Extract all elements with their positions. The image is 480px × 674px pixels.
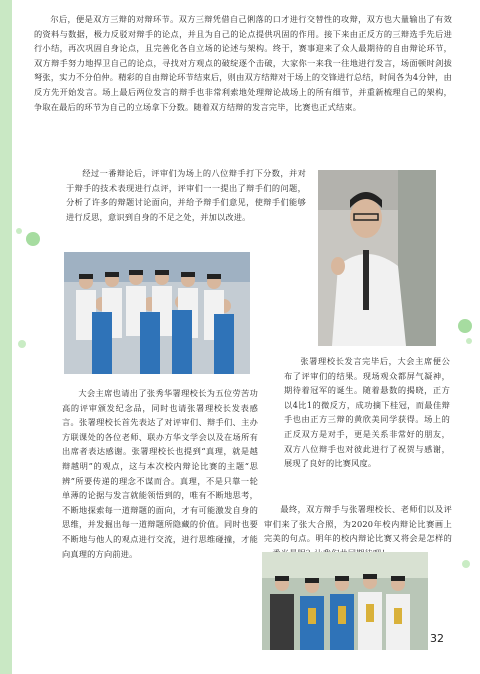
- group-photo: [64, 252, 250, 374]
- decorative-dot: [458, 319, 472, 333]
- decorative-dot: [26, 232, 40, 246]
- page-number: 32: [430, 632, 444, 645]
- paragraph-results-announcement: 张署理校长发言完毕后，大会主席便公布了评审们的结果。现场观众都屏气凝神，期待着冠军的诞生。随着悬数的揭晓，正方以4比1的微反方，成功摘下桂冠，而最佳辩手也由正方三辩的黄欣美同学获得。场上的正反双方是对手，更是关系非常好的朋友，双方八位辩手也对彼此进行了祝贺与感谢，展现了良好的比赛风度。: [284, 356, 450, 469]
- decorative-dot: [466, 338, 472, 344]
- decorative-dot: [16, 228, 22, 234]
- speaker-photo: [318, 170, 436, 346]
- decorative-dot: [462, 560, 470, 568]
- trophy-winners-photo: [262, 552, 428, 650]
- paragraph-judges-review: 经过一番辩论后，评审们为场上的八位辩手打下分数，并对于辩手的技术表现进行点评，评审们一一提出了辩手们的问题，分析了许多的辩题讨论面向，并给予辩手们意见，使辩手们能够进行反思，意识到自身的不足之处，并加以改进。: [66, 168, 306, 222]
- paragraph-principal-speech: 大会主席也请出了张秀华署理校长为五位劳苦功高的评审颁发纪念品，同时也请张署理校长发表感言。张署理校长首先表达了对评审们、辩手们、主办方联课处的各位老师、联办方华文学会以及在场所有出席者表达感谢。张署理校长也提到“真理，就是越辩越明”的观点，这与本次校内辩论比赛的主题“思辨”所要传递的理念不谋而合。真理，不是只靠一轮单薄的论据与发言就能领悟到的，唯有不断地思考，不断地探索每一道辩题的面向，才有可能激发自身的思维，并发掘出每一道辩题所隐藏的价值。同时也要不断地与他人的观点进行交流，进行思维碰撞，才能向真理的方向前进。: [62, 388, 258, 559]
- decorative-dot: [18, 340, 26, 348]
- paragraph-closing-group-photo: 最终，双方辩手与张署理校长、老师们以及评审们来了张大合照，为2020年校内辩论比赛画上完美的句点。明年的校内辩论比赛又将会是怎样的: [264, 504, 452, 544]
- decorative-side-stripe: [0, 0, 12, 674]
- paragraph-debate-rounds: 尔后，便是双方三辩的对辩环节。双方三辩凭借自己俐落的口才进行交替性的攻辩，双方也大量输出了有效的资料与数据，极力反驳对辩手的论点，并且为自己的论点提供巩固的作用。接下来由正反方的三辩选手先后进行小结，再次巩固自身论点，且完善化各自立场的论述与架构。终于，赛事迎来了众人最期待的自由辩论环节，双方辩手努力地捍卫自己的论点，寻找对方观点的破绽逐个击破，大家你一来我一往地进行发言，场面顿时剑拔弩张，实力不分伯仲。精彩的自由辩论环节结束后，则由双方结辩对于场上的交锋进行总结，时间各为4分钟，由反方先开始发言。场上最后两位发言的辩手也非常利索地处理辩论战场上的所有细节，并重新梳理自己的架构，争取在最后的环节为自己的立场拿下分数。随着双方结辩的发言完毕，比赛也正式结束。: [34, 14, 452, 112]
